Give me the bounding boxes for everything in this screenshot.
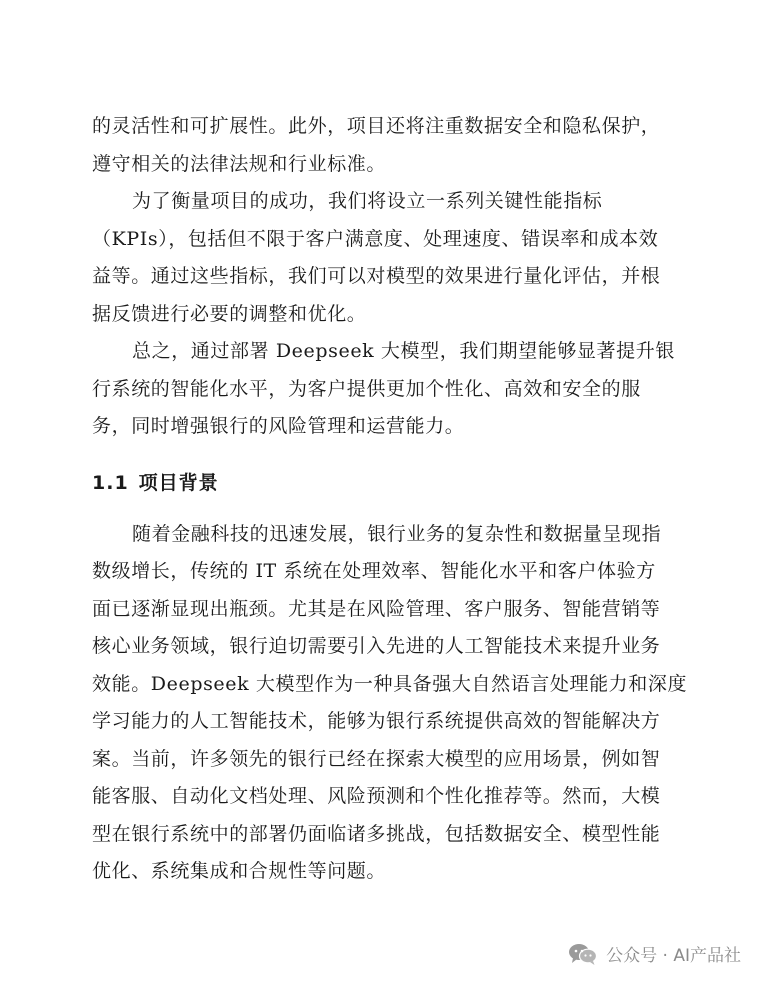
text-line: 遵守相关的法律法规和行业标准。 (92, 152, 387, 175)
text-line: 行系统的智能化水平，为客户提供更加个性化、高效和安全的服 (92, 377, 641, 400)
watermark-text: 公众号 · AI产品社 (606, 946, 741, 966)
text-line: 效能。Deepseek 大模型作为一种具备强大自然语言处理能力和深度 (92, 672, 688, 695)
text-line: 核心业务领域，银行迫切需要引入先进的人工智能技术来提升业务 (92, 635, 661, 657)
text-line: 案。当前，许多领先的银行已经在探索大模型的应用场景，例如智 (92, 747, 661, 770)
wechat-icon (568, 942, 598, 966)
text-line: 随着金融科技的迅速发展，银行业务的复杂性和数据量呈现指 (132, 522, 662, 545)
text-line: 型在银行系统中的部署仍面临诸多挑战，包括数据安全、模型性能 (92, 822, 661, 845)
paragraph (92, 516, 688, 891)
intro-paragraphs (92, 108, 688, 446)
paragraph (92, 108, 688, 183)
section-title: 项目背景 (138, 471, 219, 494)
paragraph (92, 183, 688, 333)
text-line: 为了衡量项目的成功，我们将设立一系列关键性能指标 (132, 190, 603, 212)
text-line: 面已逐渐显现出瓶颈。尤其是在风险管理、客户服务、智能营销等 (92, 597, 661, 620)
section-heading (92, 468, 688, 498)
text-line: （KPIs），包括但不限于客户满意度、处理速度、错误率和成本效 (92, 227, 659, 250)
text-line: 能客服、自动化文档处理、风险预测和个性化推荐等。然而，大模 (92, 785, 661, 807)
section-number: 1.1 (92, 471, 129, 494)
background-paragraphs (92, 516, 688, 891)
text-line: 学习能力的人工智能技术，能够为银行系统提供高效的智能解决方 (92, 710, 661, 732)
watermark (568, 941, 741, 966)
text-line: 优化、系统集成和合规性等问题。 (92, 860, 387, 882)
text-line: 据反馈进行必要的调整和优化。 (92, 302, 367, 325)
text-line: 的灵活性和可扩展性。此外，项目还将注重数据安全和隐私保护， (92, 115, 661, 137)
document-body (92, 108, 688, 891)
text-line: 益等。通过这些指标，我们可以对模型的效果进行量化评估，并根 (92, 265, 661, 287)
text-line: 数级增长，传统的 IT 系统在处理效率、智能化水平和客户体验方 (92, 560, 656, 582)
text-line: 总之，通过部署 Deepseek 大模型，我们期望能够显著提升银 (132, 340, 675, 362)
text-line: 务，同时增强银行的风险管理和运营能力。 (92, 415, 465, 437)
paragraph (92, 333, 688, 446)
